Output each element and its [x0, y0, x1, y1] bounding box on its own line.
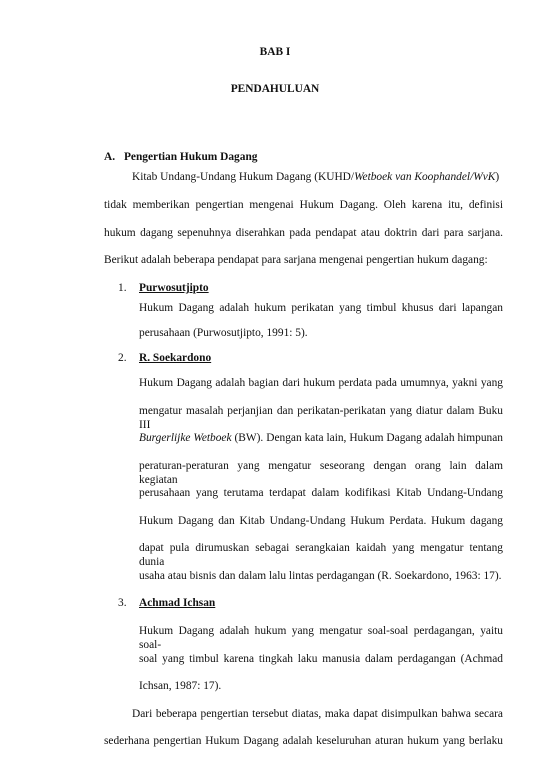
list-item-name: Achmad Ichsan — [139, 597, 216, 609]
conclusion-line-1: Dari beberapa pengertian tersebut diatas, maka dapat disimpulkan bahwa secara — [132, 708, 503, 720]
list-item-text-line: mengatur masalah perjanjian dan perikatan-perikatan yang diatur dalam Buku III — [139, 405, 503, 431]
intro-line-1-text: Kitab Undang-Undang Hukum Dagang (KUHD/ — [132, 171, 355, 183]
list-item-text-line: Hukum Dagang adalah bagian dari hukum perdata pada umumnya, yakni yang — [139, 377, 503, 389]
list-item-name: R. Soekardono — [139, 352, 212, 364]
list-item-text-line: Hukum Dagang dan Kitab Undang-Undang Hukum Perdata. Hukum dagang — [139, 515, 503, 527]
intro-line-2: tidak memberikan pengertian mengenai Hukum Dagang. Oleh karena itu, definisi — [104, 199, 503, 211]
chapter-title: PENDAHULUAN — [230, 83, 320, 95]
list-item-text-line: perusahaan (Purwosutjipto, 1991: 5). — [139, 327, 308, 339]
section-marker: A. — [104, 151, 116, 163]
conclusion-line-2: sederhana pengertian Hukum Dagang adalah keseluruhan aturan hukum yang berlaku — [104, 735, 503, 747]
list-item-text-line: Ichsan, 1987: 17). — [139, 680, 222, 692]
list-item-text-line: peraturan-peraturan yang mengatur seseorang dengan orang lain dalam kegiatan — [139, 460, 503, 486]
list-item-number: 3. — [118, 597, 127, 609]
section-title: Pengertian Hukum Dagang — [123, 151, 258, 163]
list-item-name: Purwosutjipto — [139, 282, 209, 294]
list-item-italic-term: Burgerlijke Wetboek — [139, 432, 232, 444]
list-item-text-line: Hukum Dagang adalah hukum yang mengatur soal-soal perdagangan, yaitu soal- — [139, 625, 503, 651]
intro-line-4: Berikut adalah beberapa pendapat para sarjana mengenai pengertian hukum dagang: — [104, 254, 488, 266]
list-item-text-line: perusahaan yang terutama terdapat dalam kodifikasi Kitab Undang-Undang — [139, 487, 503, 499]
list-item-text-rest: (BW). Dengan kata lain, Hukum Dagang adalah himpunan — [234, 432, 503, 444]
section-heading — [104, 150, 257, 164]
list-item-text-line: Hukum Dagang adalah hukum perikatan yang timbul khusus dari lapangan — [139, 302, 503, 314]
intro-line-1 — [132, 170, 499, 184]
list-item-text-line — [139, 431, 503, 445]
intro-line-1-italic: Wetboek van Koophandel/WvK — [354, 171, 496, 183]
chapter-label: BAB I — [259, 46, 291, 58]
list-item-text-line: soal yang timbul karena tingkah laku manusia dalam perdagangan (Achmad — [139, 653, 503, 665]
list-item-text-line: usaha atau bisnis dan dalam lalu lintas perdagangan (R. Soekardono, 1963: 17). — [139, 570, 502, 582]
list-item-number: 2. — [118, 352, 127, 364]
intro-line-1-end: ) — [495, 171, 500, 183]
intro-line-3: hukum dagang sepenuhnya diserahkan pada pendapat atau doktrin dari para sarjana. — [104, 227, 503, 239]
list-item-text-line: dapat pula dirumuskan sebagai serangkaian kaidah yang mengatur tentang dunia — [139, 542, 503, 568]
list-item-number: 1. — [118, 282, 127, 294]
